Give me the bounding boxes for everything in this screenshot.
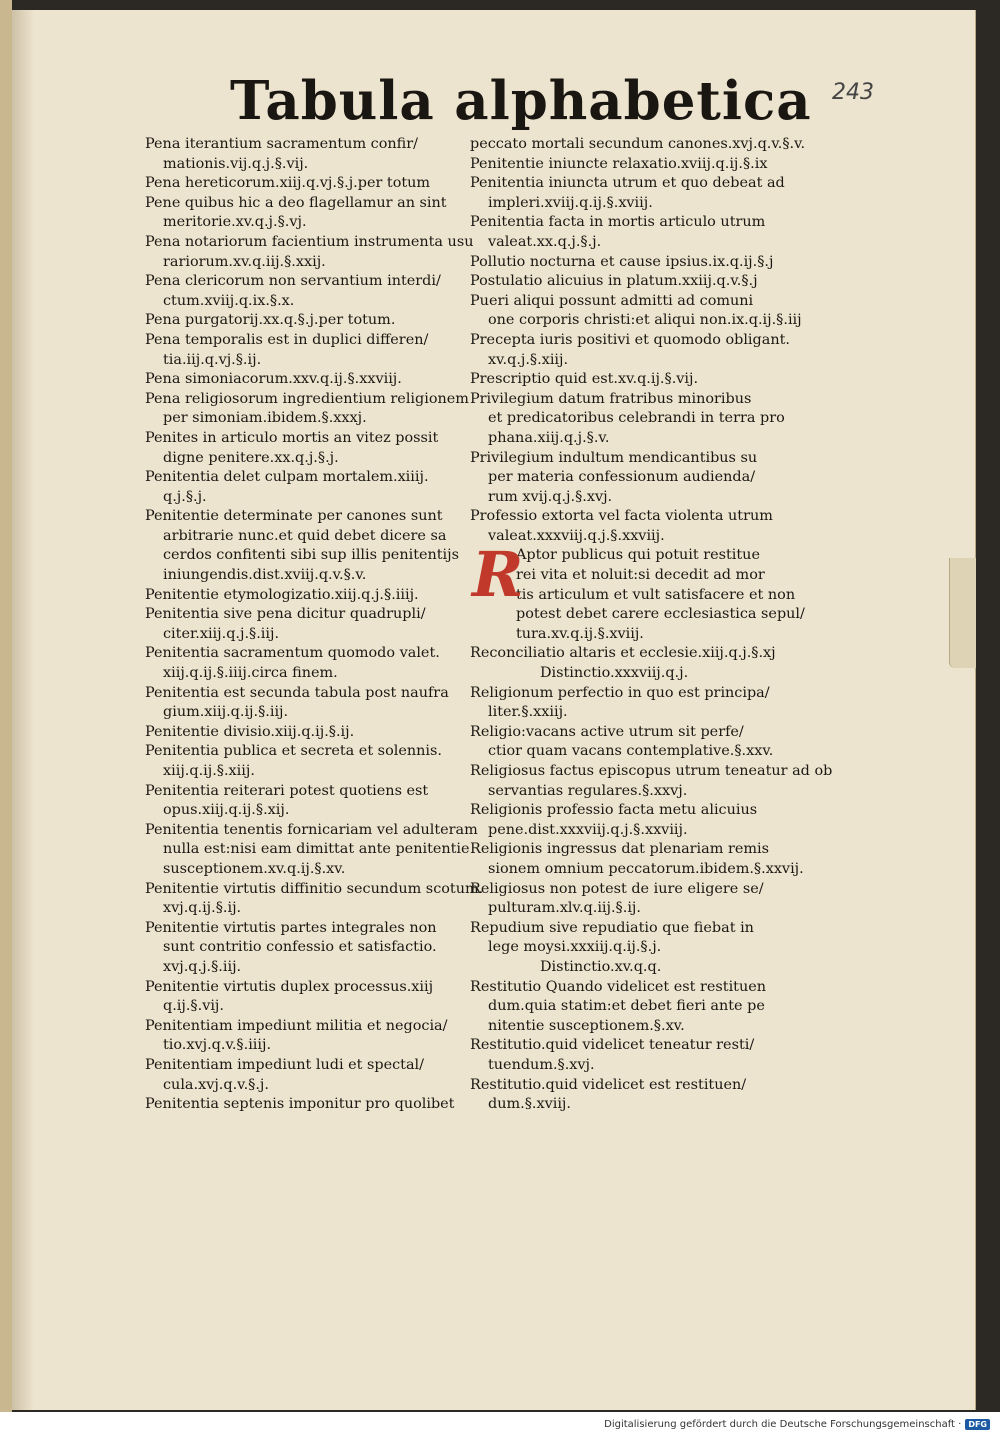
entry-line: q.ij.§.vij. bbox=[163, 998, 224, 1015]
index-entry bbox=[145, 605, 463, 644]
index-entry bbox=[145, 1017, 463, 1056]
entry-line: phana.xiij.q.j.§.v. bbox=[488, 429, 610, 446]
entry-line: tia.iij.q.vj.§.ij. bbox=[163, 351, 262, 368]
entry-line: Postulatio alicuius in platum.xxiij.q.v.§.j bbox=[470, 273, 758, 290]
index-entry bbox=[145, 742, 463, 781]
entry-line: ctum.xviij.q.ix.§.x. bbox=[163, 292, 295, 309]
entry-line: Penitentie virtutis diffinitio secundum scotum. bbox=[145, 880, 484, 897]
entry-line: Restitutio.quid videlicet est restituen/ bbox=[470, 1076, 747, 1093]
index-entry bbox=[145, 1056, 463, 1095]
index-entry bbox=[470, 390, 790, 449]
entry-line: peccato mortali secundum canones.xvj.q.v.§.v. bbox=[470, 136, 806, 152]
index-entry bbox=[145, 507, 463, 585]
entry-line: Privilegium indultum mendicantibus su bbox=[470, 449, 758, 466]
rubricated-initial: R bbox=[472, 538, 524, 612]
index-entry bbox=[145, 390, 469, 429]
entry-line: per simoniam.ibidem.§.xxxj. bbox=[163, 410, 367, 427]
entry-line: digne penitere.xx.q.j.§.j. bbox=[163, 449, 339, 466]
entry-line: Penitentiam impediunt militia et negocia/ bbox=[145, 1017, 448, 1034]
index-entry bbox=[145, 821, 478, 880]
entry-line: Penitentia sive pena dicitur quadrupli/ bbox=[145, 606, 426, 623]
index-entry bbox=[145, 586, 463, 606]
entry-line: Restitutio Quando videlicet est restituen bbox=[470, 978, 767, 995]
index-entry bbox=[145, 723, 463, 743]
entry-line: rariorum.xv.q.iij.§.xxij. bbox=[163, 253, 326, 270]
entry-line: xvj.q.ij.§.ij. bbox=[163, 900, 242, 917]
index-entry bbox=[470, 1036, 790, 1075]
entry-line: tis articulum et vult satisfacere et non bbox=[516, 586, 796, 603]
entry-line: Penitentia tenentis fornicariam vel adulteram bbox=[145, 821, 478, 838]
index-entry bbox=[145, 468, 463, 507]
index-entry bbox=[470, 449, 790, 508]
right-column bbox=[470, 135, 833, 1115]
entry-line: lege moysi.xxxiij.q.ij.§.j. bbox=[488, 939, 662, 956]
entry-line: Religiosus factus episcopus utrum teneatur ad ob bbox=[470, 763, 833, 779]
right-column-bottom bbox=[470, 644, 833, 1114]
entry-line: Reconciliatio altaris et ecclesie.xiij.q.j.§.xj bbox=[470, 645, 776, 662]
index-entry bbox=[470, 1076, 790, 1115]
left-column bbox=[145, 135, 484, 1115]
entry-line: Religionum perfectio in quo est principa/ bbox=[470, 684, 770, 701]
index-entry bbox=[470, 978, 790, 1037]
index-entry bbox=[470, 213, 790, 252]
entry-line: Privilegium datum fratribus minoribus bbox=[470, 390, 752, 407]
entry-line: rei vita et noluit:si decedit ad mor bbox=[516, 567, 765, 584]
entry-line: xiij.q.ij.§.xiij. bbox=[163, 763, 255, 779]
entry-line: xiij.q.ij.§.iiij.circa finem. bbox=[163, 665, 338, 682]
entry-line: Pena temporalis est in duplici differen/ bbox=[145, 331, 429, 348]
entry-line: pene.dist.xxxviij.q.j.§.xxviij. bbox=[488, 821, 688, 838]
entry-line: Penitentia sacramentum quomodo valet. bbox=[145, 645, 440, 662]
spine-edge bbox=[0, 0, 12, 1412]
index-entry bbox=[470, 370, 790, 390]
entry-line: Penitentie virtutis duplex processus.xiij bbox=[145, 978, 434, 995]
entry-line: Pueri aliqui possunt admitti ad comuni bbox=[470, 292, 754, 309]
entry-line: Pena purgatorij.xx.q.§.j.per totum. bbox=[145, 312, 396, 329]
entry-line: opus.xiij.q.ij.§.xij. bbox=[163, 802, 290, 819]
right-column-top bbox=[470, 135, 806, 546]
entry-line: valeat.xx.q.j.§.j. bbox=[488, 233, 602, 250]
entry-line: Pollutio nocturna et cause ipsius.ix.q.ij.§.j bbox=[470, 253, 774, 270]
entry-line: Pena notariorum facientium instrumenta usu bbox=[145, 233, 474, 250]
entry-line: Pena iterantium sacramentum confir/ bbox=[145, 136, 418, 152]
index-entry bbox=[145, 311, 463, 331]
index-entry bbox=[470, 664, 790, 684]
folio-number: 243 bbox=[832, 80, 874, 105]
entry-line: Aptor publicus qui potuit restitue bbox=[516, 547, 760, 564]
entry-line: Religio:vacans active utrum sit perfe/ bbox=[470, 723, 744, 740]
entry-line: Penitentia reiterari potest quotiens est bbox=[145, 782, 429, 799]
index-entry bbox=[145, 429, 463, 468]
entry-line: Penitentie iniuncte relaxatio.xviij.q.ij.§.ix bbox=[470, 155, 768, 172]
entry-line: Penitentia iniuncta utrum et quo debeat ad bbox=[470, 175, 785, 192]
page-title: Tabula alphabetica bbox=[230, 70, 812, 132]
entry-line: citer.xiij.q.j.§.iij. bbox=[163, 625, 280, 642]
entry-line: Penitentia delet culpam mortalem.xiiij. bbox=[145, 469, 429, 486]
index-entry bbox=[470, 684, 790, 723]
entry-line: Distinctio.xv.q.q. bbox=[540, 958, 662, 975]
entry-line: per materia confessionum audienda/ bbox=[488, 469, 756, 486]
initial-entry-lines bbox=[516, 546, 805, 644]
entry-line: gium.xiij.q.ij.§.iij. bbox=[163, 704, 289, 721]
entry-line: Penitentie etymologizatio.xiij.q.j.§.iiij. bbox=[145, 586, 419, 603]
entry-line: sunt contritio confessio et satisfactio. bbox=[163, 939, 437, 956]
entry-line: Pene quibus hic a deo flagellamur an sint bbox=[145, 194, 447, 211]
index-entry bbox=[470, 292, 802, 331]
index-entry bbox=[145, 644, 463, 683]
index-entry bbox=[470, 723, 790, 762]
entry-line: Pena clericorum non servantium interdi/ bbox=[145, 273, 441, 290]
index-entry bbox=[145, 978, 463, 1017]
index-entry bbox=[145, 174, 463, 194]
index-entry bbox=[145, 919, 463, 978]
index-entry bbox=[470, 174, 790, 213]
index-entry bbox=[145, 370, 463, 390]
index-entry bbox=[470, 135, 806, 155]
entry-line: Penitentia publica et secreta et solennis. bbox=[145, 743, 442, 760]
index-entry bbox=[470, 644, 790, 664]
entry-line: Penitentie determinate per canones sunt bbox=[145, 508, 443, 525]
entry-line: liter.§.xxiij. bbox=[488, 704, 568, 721]
entry-line: Religionis professio facta metu alicuius bbox=[470, 802, 758, 819]
entry-line: Penitentie virtutis partes integrales non bbox=[145, 919, 437, 936]
index-entry bbox=[470, 880, 790, 919]
entry-line: sionem omnium peccatorum.ibidem.§.xxvij. bbox=[488, 860, 804, 877]
entry-line: ctior quam vacans contemplative.§.xxv. bbox=[488, 743, 774, 760]
entry-line: dum.§.xviij. bbox=[488, 1096, 571, 1113]
page-tab-flap bbox=[949, 558, 976, 668]
index-entry bbox=[470, 840, 804, 879]
entry-line: Penitentia facta in mortis articulo utrum bbox=[470, 214, 766, 231]
entry-line: Restitutio.quid videlicet teneatur resti/ bbox=[470, 1037, 755, 1054]
entry-line: Repudium sive repudiatio que fiebat in bbox=[470, 919, 754, 936]
entry-line: valeat.xxxviij.q.j.§.xxviij. bbox=[488, 527, 665, 544]
entry-line: cula.xvj.q.v.§.j. bbox=[163, 1076, 269, 1093]
index-entry bbox=[470, 919, 790, 958]
entry-line: tuendum.§.xvj. bbox=[488, 1056, 595, 1073]
entry-line: Penites in articulo mortis an vitez possit bbox=[145, 429, 439, 446]
index-entry bbox=[145, 272, 463, 311]
entry-line: dum.quia statim:et debet fieri ante pe bbox=[488, 998, 765, 1015]
index-entry bbox=[145, 782, 463, 821]
entry-line: iniungendis.dist.xviij.q.v.§.v. bbox=[163, 567, 367, 584]
index-entry bbox=[145, 194, 463, 233]
entry-line: Pena religiosorum ingredientium religionem bbox=[145, 390, 469, 407]
entry-line: rum xvij.q.j.§.xvj. bbox=[488, 488, 613, 505]
entry-line: pulturam.xlv.q.iij.§.ij. bbox=[488, 900, 641, 917]
index-entry bbox=[470, 958, 790, 978]
index-entry bbox=[145, 684, 463, 723]
index-entry bbox=[145, 1095, 463, 1115]
page-gutter-shadow bbox=[12, 10, 34, 1410]
entry-line: one corporis christi:et aliqui non.ix.q.ij.§.iij bbox=[488, 312, 802, 329]
entry-line: meritorie.xv.q.j.§.vj. bbox=[163, 214, 307, 231]
entry-line: Distinctio.xxxviij.q.j. bbox=[540, 665, 689, 682]
entry-line: Penitentia septenis imponitur pro quolibet bbox=[145, 1096, 455, 1113]
entry-line: q.j.§.j. bbox=[163, 488, 207, 505]
entry-line: Penitentie divisio.xiij.q.ij.§.ij. bbox=[145, 723, 355, 740]
entry-line: arbitrarie nunc.et quid debet dicere sa bbox=[163, 527, 447, 544]
entry-line: tura.xv.q.ij.§.xviij. bbox=[516, 625, 644, 642]
entry-line: Prescriptio quid est.xv.q.ij.§.vij. bbox=[470, 371, 699, 388]
entry-line: Religionis ingressus dat plenariam remis bbox=[470, 841, 769, 858]
entry-line: impleri.xviij.q.ij.§.xviij. bbox=[488, 194, 653, 211]
entry-line: xvj.q.j.§.iij. bbox=[163, 958, 242, 975]
initial-entry bbox=[470, 538, 805, 644]
entry-line: nulla est:nisi eam dimittat ante penitentie bbox=[163, 841, 470, 858]
entry-line: servantias regulares.§.xxvj. bbox=[488, 782, 688, 799]
entry-line: Religiosus non potest de iure eligere se/ bbox=[470, 880, 764, 897]
entry-line: susceptionem.xv.q.ij.§.xv. bbox=[163, 860, 346, 877]
entry-line: mationis.vij.q.j.§.vij. bbox=[163, 155, 309, 172]
index-entry bbox=[470, 155, 790, 175]
entry-line: Precepta iuris positivi et quomodo obligant. bbox=[470, 331, 790, 348]
entry-line: Penitentiam impediunt ludi et spectal/ bbox=[145, 1056, 424, 1073]
dfg-logo-icon: DFG bbox=[965, 1419, 990, 1430]
entry-line: xv.q.j.§.xiij. bbox=[488, 351, 569, 368]
footer-credit: Digitalisierung gefördert durch die Deutsche Forschungsgemeinschaft · bbox=[604, 1418, 962, 1430]
entry-line: Pena hereticorum.xiij.q.vj.§.j.per totum bbox=[145, 175, 431, 192]
entry-line: tio.xvj.q.v.§.iiij. bbox=[163, 1037, 272, 1054]
index-entry bbox=[145, 135, 463, 174]
footer bbox=[604, 1415, 990, 1433]
index-entry bbox=[470, 762, 833, 801]
index-entry bbox=[145, 331, 463, 370]
index-entry bbox=[145, 233, 474, 272]
entry-line: Professio extorta vel facta violenta utrum bbox=[470, 508, 773, 525]
entry-line: cerdos confitenti sibi sup illis penitentijs bbox=[163, 547, 459, 564]
index-entry bbox=[470, 272, 790, 292]
entry-line: potest debet carere ecclesiastica sepul/ bbox=[516, 606, 805, 623]
entry-line: Penitentia est secunda tabula post naufra bbox=[145, 684, 449, 701]
entry-line: nitentie susceptionem.§.xv. bbox=[488, 1017, 685, 1034]
index-entry bbox=[145, 880, 484, 919]
index-entry bbox=[470, 253, 790, 273]
index-entry bbox=[470, 801, 790, 840]
entry-line: Pena simoniacorum.xxv.q.ij.§.xxviij. bbox=[145, 371, 402, 388]
index-entry bbox=[470, 331, 790, 370]
entry-line: et predicatoribus celebrandi in terra pro bbox=[488, 410, 785, 427]
